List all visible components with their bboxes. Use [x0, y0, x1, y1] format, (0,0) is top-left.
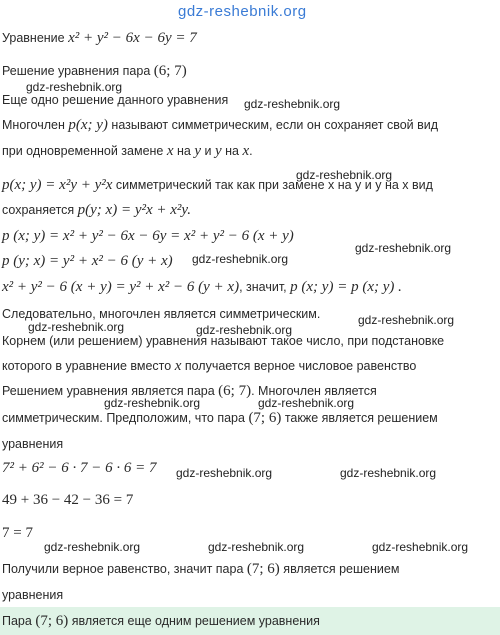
final-answer-text-a: Пара	[2, 614, 32, 628]
equality-math-2: p (x; y) = p (x; y) .	[290, 279, 402, 295]
arithmetic-line	[2, 492, 133, 508]
def2-word: на	[225, 144, 240, 158]
def2-text: при одновременной замене	[2, 144, 164, 158]
suppose-text-a: симметрическим. Предположим, что пара	[2, 411, 245, 425]
final-answer-line	[2, 613, 320, 629]
equation-word: уравнения	[2, 437, 64, 451]
def2-word: на	[177, 144, 191, 158]
definition-math: p(x; y)	[68, 117, 108, 133]
def2-var: y	[194, 143, 202, 159]
equality-line	[2, 279, 402, 295]
symmetric-example-text: симметрический так как при замене x на y и y на x вид	[115, 178, 433, 192]
watermark: gdz-reshebnik.org	[44, 540, 141, 554]
symmetric-example-line	[2, 177, 433, 193]
root-def2-text-a: которого в уравнение вместо	[2, 359, 172, 373]
preserved-line	[2, 202, 191, 218]
def2-var: y	[215, 143, 222, 159]
equality-math: x² + y² − 6 (x + y) = y² + x² − 6 (y + x)	[2, 279, 240, 295]
conclusion-text: Следовательно, многочлен является симметрическим.	[2, 307, 321, 321]
solution-label: Решение уравнения пара	[2, 64, 151, 78]
final-answer-text-b: является еще одним решением уравнения	[71, 614, 320, 628]
solution-pair-text-a: Решением уравнения является пара	[2, 384, 215, 398]
definition-line-1	[2, 117, 438, 133]
def2-var: x	[166, 143, 174, 159]
watermark: gdz-reshebnik.org	[296, 168, 393, 182]
verified-math: (7; 6)	[246, 561, 280, 577]
equality-text: , значит,	[239, 280, 287, 294]
def2-word: и	[204, 144, 212, 158]
definition-text-b: называют симметрическим, если он сохраняет свой вид	[111, 118, 439, 132]
expansion-math: p (x; y) = x² + y² − 6x − 6y = x² + y² − 6 (x + y)	[2, 228, 294, 244]
swapped-math: p (y; x) = y² + x² − 6 (y + x)	[2, 253, 173, 269]
verified-line	[2, 561, 399, 577]
definition-text-a: Многочлен	[2, 118, 65, 132]
result-line	[2, 525, 33, 541]
root-def2-text-b: получается верное числовое равенство	[184, 359, 417, 373]
symmetric-example-math: p(x; y) = x²y + y²x	[2, 177, 113, 193]
solution-pair: (6; 7)	[153, 63, 187, 79]
watermark: gdz-reshebnik.org	[208, 540, 305, 554]
solution-pair-text-b: . Многочлен является	[251, 384, 377, 398]
watermark: gdz-reshebnik.org	[372, 540, 469, 554]
watermark: gdz-reshebnik.org	[258, 396, 355, 410]
suppose-math: (7; 6)	[248, 410, 282, 426]
swapped-line	[2, 253, 173, 269]
result-math: 7 = 7	[2, 525, 33, 541]
verified-text-b: является решением	[283, 562, 400, 576]
root-def2-var: x	[174, 358, 182, 374]
final-answer-math: (7; 6)	[35, 613, 69, 629]
watermark: gdz-reshebnik.org	[358, 313, 455, 327]
watermark: gdz-reshebnik.org	[244, 97, 341, 111]
another-solution-line	[2, 92, 228, 108]
watermark: gdz-reshebnik.org	[28, 320, 125, 334]
solution-line	[2, 63, 187, 79]
expansion-line	[2, 228, 294, 244]
watermark: gdz-reshebnik.org	[355, 241, 452, 255]
suppose-line	[2, 410, 438, 426]
arithmetic-math: 49 + 36 − 42 − 36 = 7	[2, 492, 134, 508]
root-definition-text: Корнем (или решением) уравнения называют такое число, при подстановке	[2, 334, 445, 348]
equation-word-line	[2, 436, 63, 452]
root-definition-line	[2, 333, 444, 349]
def2-dot: .	[249, 144, 253, 158]
preserved-math: p(y; x) = y²x + x²y.	[77, 202, 191, 218]
equation-label: Уравнение	[2, 31, 65, 45]
watermark: gdz-reshebnik.org	[196, 323, 293, 337]
watermark: gdz-reshebnik.org	[176, 466, 273, 480]
equation-word-2: уравнения	[2, 588, 64, 602]
suppose-text-b: также является решением	[284, 411, 438, 425]
site-watermark-top: gdz-reshebnik.org	[178, 3, 307, 20]
definition-line-2	[2, 143, 253, 159]
watermark: gdz-reshebnik.org	[340, 466, 437, 480]
substitution-math: 7² + 6² − 6 · 7 − 6 · 6 = 7	[2, 460, 157, 476]
equation-word-line-2	[2, 587, 63, 603]
another-solution-text: Еще одно решение данного уравнения	[2, 93, 229, 107]
solution-pair-math: (6; 7)	[218, 383, 252, 399]
verified-text-a: Получили верное равенство, значит пара	[2, 562, 244, 576]
preserved-text: сохраняется	[2, 203, 75, 217]
substitution-line	[2, 460, 156, 476]
equation-math: x² + y² − 6x − 6y = 7	[68, 30, 197, 46]
def2-var: x	[242, 143, 250, 159]
watermark: gdz-reshebnik.org	[104, 396, 201, 410]
equation-line	[2, 30, 197, 46]
watermark: gdz-reshebnik.org	[26, 80, 123, 94]
root-definition-line-2	[2, 358, 416, 374]
watermark: gdz-reshebnik.org	[192, 252, 289, 266]
